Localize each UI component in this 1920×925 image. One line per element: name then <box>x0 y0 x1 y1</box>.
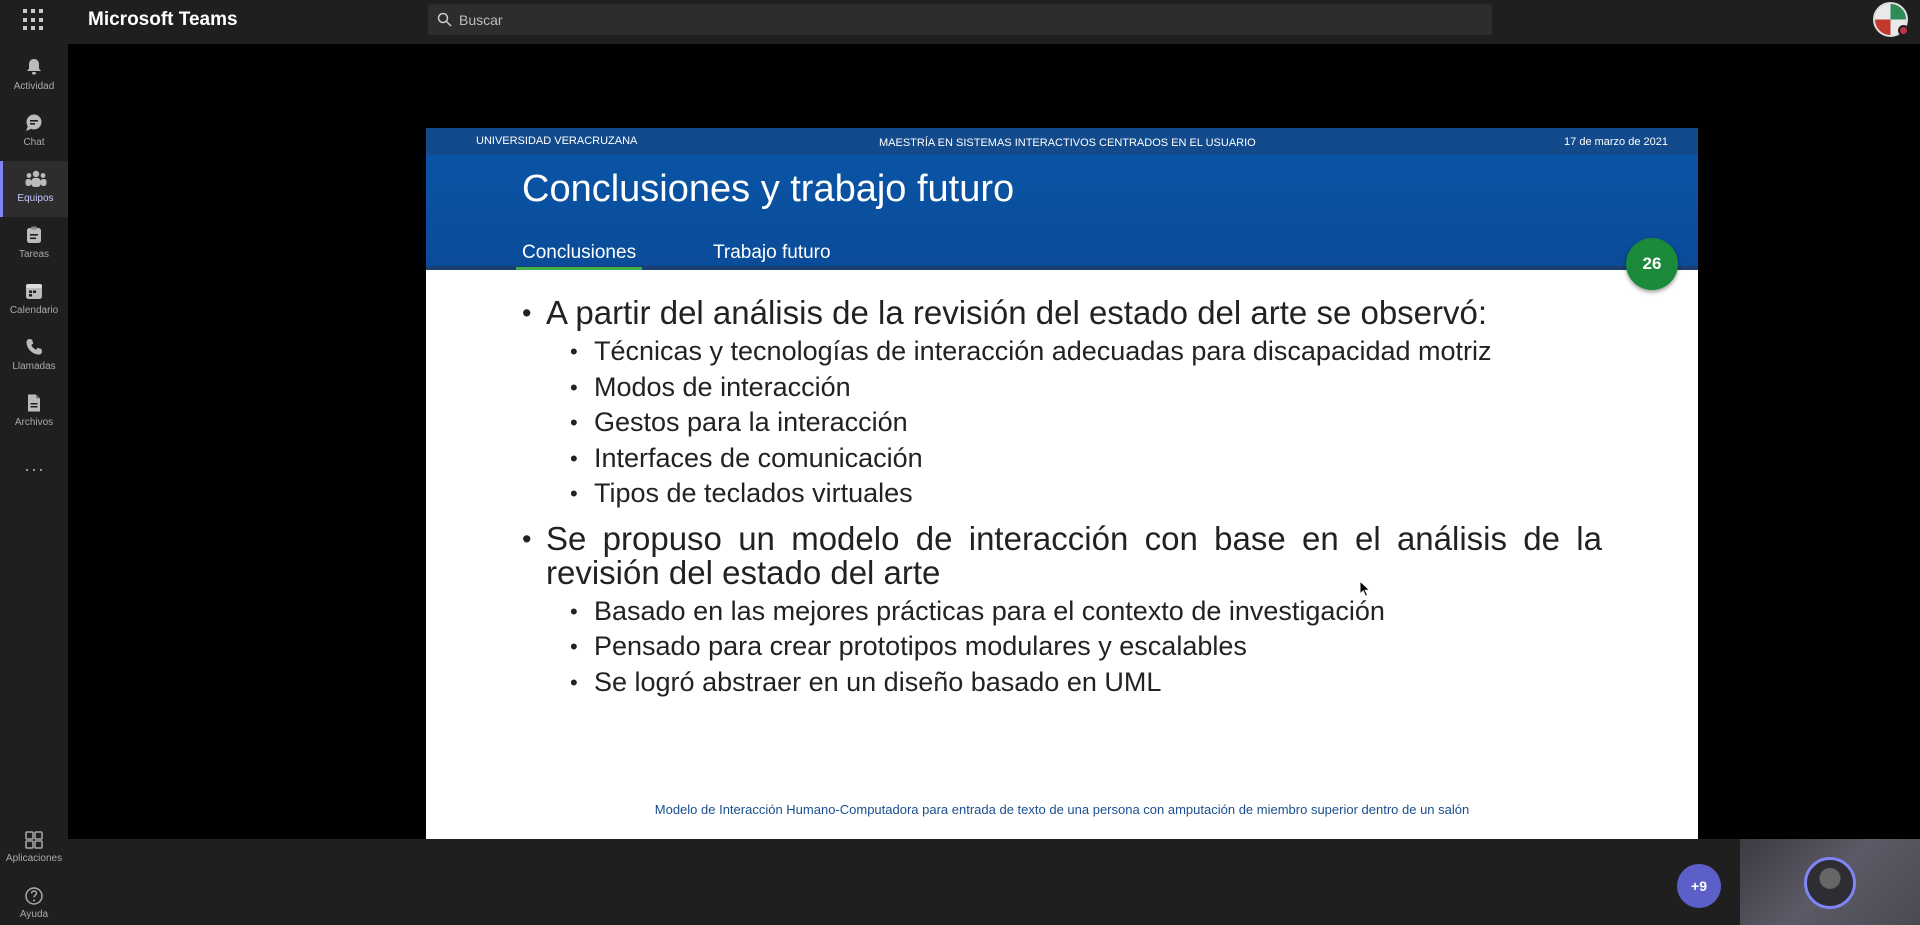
slide-tab-trabajo-futuro: Trabajo futuro <box>713 242 831 263</box>
teams-icon <box>25 169 47 189</box>
shared-slide <box>426 128 1698 844</box>
slide-page-number: 26 <box>1626 238 1678 290</box>
rail-item-ayuda[interactable] <box>0 886 68 920</box>
rail-item-chat[interactable] <box>0 105 68 161</box>
rail-label: Tareas <box>18 249 49 260</box>
rail-label: Archivos <box>14 417 54 428</box>
slide-program: MAESTRÍA EN SISTEMAS INTERACTIVOS CENTRADOS EN EL USUARIO <box>879 137 1256 149</box>
app-title: Microsoft Teams <box>88 9 238 30</box>
sub-bullet: • Se logró abstraer en un diseño basado en UML <box>522 665 1602 701</box>
phone-icon <box>24 337 44 357</box>
file-icon <box>24 393 44 413</box>
rail-item-aplicaciones[interactable] <box>0 830 68 864</box>
help-icon <box>24 886 44 906</box>
status-dot-icon <box>1898 25 1909 36</box>
search-input[interactable] <box>459 4 1479 35</box>
sub-bullet: • Gestos para la interacción <box>522 405 1602 441</box>
rail-item-calendario[interactable] <box>0 273 68 329</box>
sub-bullet: • Basado en las mejores prácticas para el contexto de investigación <box>522 594 1602 630</box>
app-launcher-icon[interactable] <box>23 9 45 31</box>
rail-label: Calendario <box>9 305 59 316</box>
more-participants-button[interactable]: +9 <box>1677 864 1721 908</box>
calendar-icon <box>24 281 44 301</box>
rail-item-archivos[interactable] <box>0 385 68 441</box>
bell-icon <box>24 57 44 77</box>
rail-label: Ayuda <box>19 909 49 920</box>
sub-bullet: • Interfaces de comunicación <box>522 441 1602 477</box>
slide-title: Conclusiones y trabajo futuro <box>522 168 1015 210</box>
bullet: • A partir del análisis de la revisión del estado del arte se observó: <box>522 296 1602 330</box>
rail-item-actividad[interactable] <box>0 49 68 105</box>
sub-bullet: • Tipos de teclados virtuales <box>522 476 1602 512</box>
rail-item-tareas[interactable] <box>0 217 68 273</box>
chat-icon <box>24 113 44 133</box>
sub-bullet: • Modos de interacción <box>522 370 1602 406</box>
slide-university: UNIVERSIDAD VERACRUZANA <box>476 135 638 147</box>
search-box[interactable] <box>428 4 1492 35</box>
rail-label: Aplicaciones <box>5 853 63 864</box>
slide-footer: Modelo de Interacción Humano-Computadora para entrada de texto de una persona con amputación de miembro superior dentro de un salón <box>654 802 1470 817</box>
apps-icon <box>24 830 44 850</box>
participant-avatar <box>1804 857 1856 909</box>
profile-avatar[interactable] <box>1873 2 1908 37</box>
tasks-icon <box>24 225 44 245</box>
mouse-pointer-icon <box>1359 580 1371 598</box>
rail-label: Llamadas <box>12 361 56 372</box>
title-bar <box>0 0 1920 44</box>
sub-bullet: • Técnicas y tecnologías de interacción adecuadas para discapacidad motriz <box>522 334 1602 370</box>
sub-bullet: • Pensado para crear prototipos modulares y escalables <box>522 629 1602 665</box>
app-rail <box>0 44 68 925</box>
search-icon <box>437 12 452 27</box>
slide-date: 17 de marzo de 2021 <box>1564 136 1668 148</box>
rail-item-equipos[interactable] <box>0 161 68 217</box>
slide-content <box>522 296 1602 700</box>
slide-header-strip <box>426 128 1698 155</box>
more-apps-icon[interactable]: ··· <box>24 459 45 479</box>
rail-label: Chat <box>23 137 45 148</box>
rail-label: Actividad <box>13 81 55 92</box>
participants-bar <box>68 839 1920 925</box>
slide-tab-conclusiones: Conclusiones <box>522 242 637 263</box>
meeting-stage <box>68 44 1920 839</box>
slide-header <box>426 128 1698 270</box>
rail-label: Equipos <box>17 193 54 204</box>
self-video-tile[interactable] <box>1740 839 1920 925</box>
rail-item-llamadas[interactable] <box>0 329 68 385</box>
bullet: • Se propuso un modelo de interacción con base en el análisis de la revisión del estado del arte <box>522 522 1602 590</box>
